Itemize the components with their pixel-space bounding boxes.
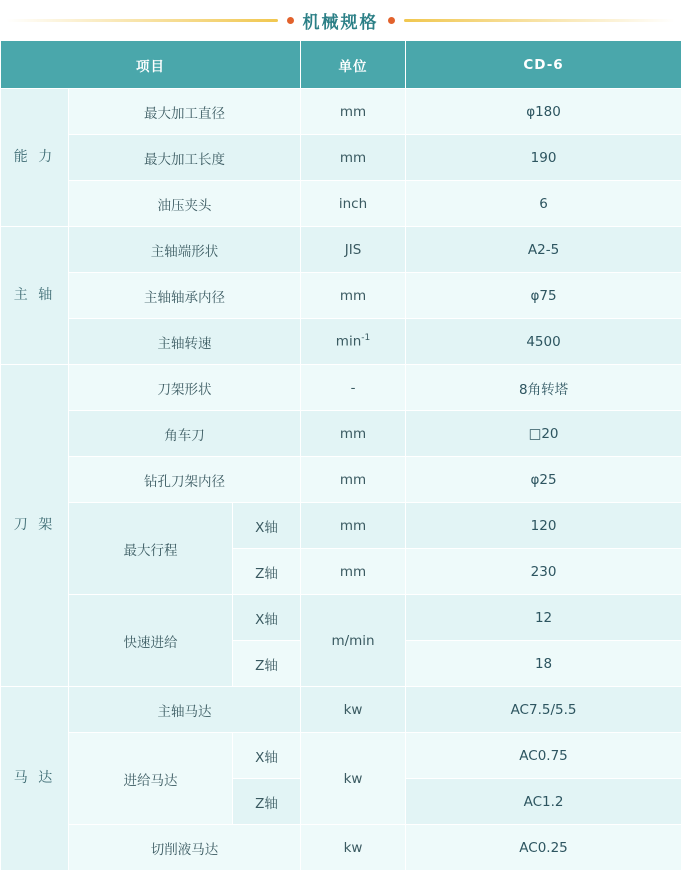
row-value: 230 (406, 549, 681, 595)
table-row (1, 687, 681, 733)
table-row (1, 319, 681, 365)
table-row (1, 135, 681, 181)
row-value: AC0.75 (406, 733, 681, 779)
table-row (1, 733, 681, 779)
row-value: 120 (406, 503, 681, 549)
row-item-label: 最大行程 (69, 503, 233, 595)
machine-spec-table (0, 40, 681, 871)
table-row (1, 181, 681, 227)
row-value: 8角转塔 (406, 365, 681, 411)
col-header-item: 项目 (1, 41, 301, 89)
table-row (1, 595, 681, 641)
row-axis-label: X轴 (233, 595, 301, 641)
row-unit: mm (301, 549, 406, 595)
col-header-model: CD-6 (406, 41, 681, 89)
row-item-label: 油压夹头 (69, 181, 301, 227)
row-unit: mm (301, 411, 406, 457)
row-item-label: 主轴转速 (69, 319, 301, 365)
row-value: φ180 (406, 89, 681, 135)
row-item-label: 最大加工长度 (69, 135, 301, 181)
row-item-label: 角车刀 (69, 411, 301, 457)
row-unit: m/min (301, 595, 406, 687)
row-unit: JIS (301, 227, 406, 273)
row-item-label: 快速进给 (69, 595, 233, 687)
row-unit: mm (301, 135, 406, 181)
table-row (1, 89, 681, 135)
row-value: A2-5 (406, 227, 681, 273)
row-value: φ75 (406, 273, 681, 319)
table-row (1, 503, 681, 549)
row-axis-label: Z轴 (233, 641, 301, 687)
row-item-label: 主轴轴承内径 (69, 273, 301, 319)
table-body (1, 89, 681, 871)
row-value: 6 (406, 181, 681, 227)
table-header-row (1, 41, 681, 89)
unit-exponent: -1 (361, 333, 371, 344)
row-unit: mm (301, 457, 406, 503)
row-unit: kw (301, 825, 406, 871)
row-unit: mm (301, 89, 406, 135)
row-value: 18 (406, 641, 681, 687)
title-dot-right-icon (388, 17, 395, 24)
col-header-unit: 单位 (301, 41, 406, 89)
row-unit: kw (301, 687, 406, 733)
row-item-label: 钻孔刀架内径 (69, 457, 301, 503)
row-item-label: 主轴端形状 (69, 227, 301, 273)
row-axis-label: Z轴 (233, 549, 301, 595)
row-unit: mm (301, 503, 406, 549)
title-dot-left-icon (287, 17, 294, 24)
row-value: 12 (406, 595, 681, 641)
table-row (1, 411, 681, 457)
page-title: 机械规格 (302, 12, 379, 33)
row-axis-label: Z轴 (233, 779, 301, 825)
row-group-label: 能 力 (1, 89, 69, 227)
row-group-label: 主 轴 (1, 227, 69, 365)
row-axis-label: X轴 (233, 733, 301, 779)
row-item-label: 进给马达 (69, 733, 233, 825)
row-unit: mm (301, 273, 406, 319)
row-unit: inch (301, 181, 406, 227)
row-unit: - (301, 365, 406, 411)
row-axis-label: X轴 (233, 503, 301, 549)
table-row (1, 365, 681, 411)
table-row (1, 227, 681, 273)
table-row (1, 457, 681, 503)
row-item-label: 最大加工直径 (69, 89, 301, 135)
row-item-label: 刀架形状 (69, 365, 301, 411)
title-rule-right (404, 19, 676, 22)
page-title-bar (0, 0, 681, 40)
row-value: AC0.25 (406, 825, 681, 871)
row-value: AC1.2 (406, 779, 681, 825)
row-item-label: 主轴马达 (69, 687, 301, 733)
row-group-label: 刀 架 (1, 365, 69, 687)
row-unit: $\min^{-1}$ (301, 319, 406, 365)
row-unit: kw (301, 733, 406, 825)
row-value: AC7.5/5.5 (406, 687, 681, 733)
row-group-label: 马 达 (1, 687, 69, 871)
table-row (1, 825, 681, 871)
row-value: 190 (406, 135, 681, 181)
table-row (1, 273, 681, 319)
title-rule-left (6, 19, 278, 22)
row-value: φ25 (406, 457, 681, 503)
row-value: □20 (406, 411, 681, 457)
row-item-label: 切削液马达 (69, 825, 301, 871)
row-value: 4500 (406, 319, 681, 365)
